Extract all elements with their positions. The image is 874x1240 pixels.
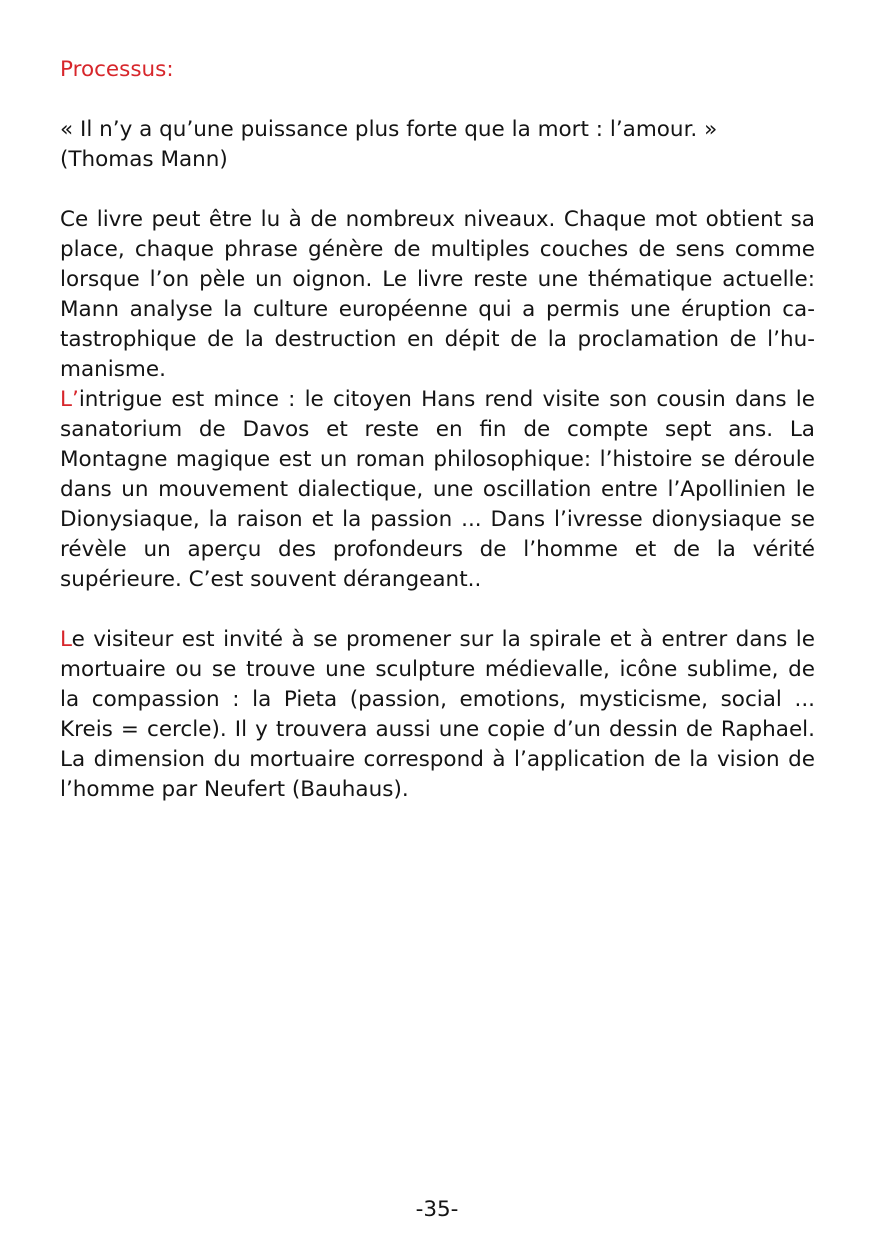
epigraph-attribution: (Thomas Mann) [60, 147, 228, 172]
paragraph-visitor-text: e visiteur est invité à se promener sur la spirale et à entrer dans le mortuaire ou se trouve une sculpture médievalle, icône sublime, de la compassion : la Pieta (passion, emotions, mysticisme, social ... Kreis = cercle). Il y trouvera aussi une copie d’un dessin de Raphael. La dimension du mortuaire correspond à l’application de la vision de l’homme par Neufert (Bauhaus). [60, 627, 815, 802]
paragraph-plot-initial: L’ [60, 387, 79, 412]
epigraph [60, 115, 815, 175]
section-heading: Processus: [60, 57, 174, 82]
paragraph-visitor [60, 625, 815, 805]
paragraph-visitor-initial: L [60, 627, 72, 652]
paragraph-plot-text: intrigue est mince : le citoyen Hans rend visite son cousin dans le sanatorium de Davos et reste en fin de compte sept ans. La Montagne magique est un roman philosophique: l’histoire se déroule dans un mouvement dialectique, une oscillation entre l’Apollinien le Dionysiaque, la raison et la passion ... Dans l’ivresse dionysiaque se révèle un aperçu des profondeurs de l’homme et de la vérité supérieure. C’est souvent dérangeant.. [60, 387, 815, 592]
paragraph-intro: Ce livre peut être lu à de nombreux niveaux. Chaque mot obtient sa place, chaque phrase génère de multiples couches de sens comme lorsque l’on pèle un oignon. Le livre reste une thématique actuelle: Mann analyse la culture européenne qui a permis une éruption catastrophique de la destruction en dépit de la proclamation de l’humanisme. [60, 207, 815, 382]
epigraph-quote: « Il n’y a qu’une puissance plus forte que la mort : l’amour. » [60, 117, 718, 142]
page-content [60, 55, 815, 805]
page-number: -35- [415, 1197, 459, 1222]
paragraph-plot [60, 385, 815, 595]
